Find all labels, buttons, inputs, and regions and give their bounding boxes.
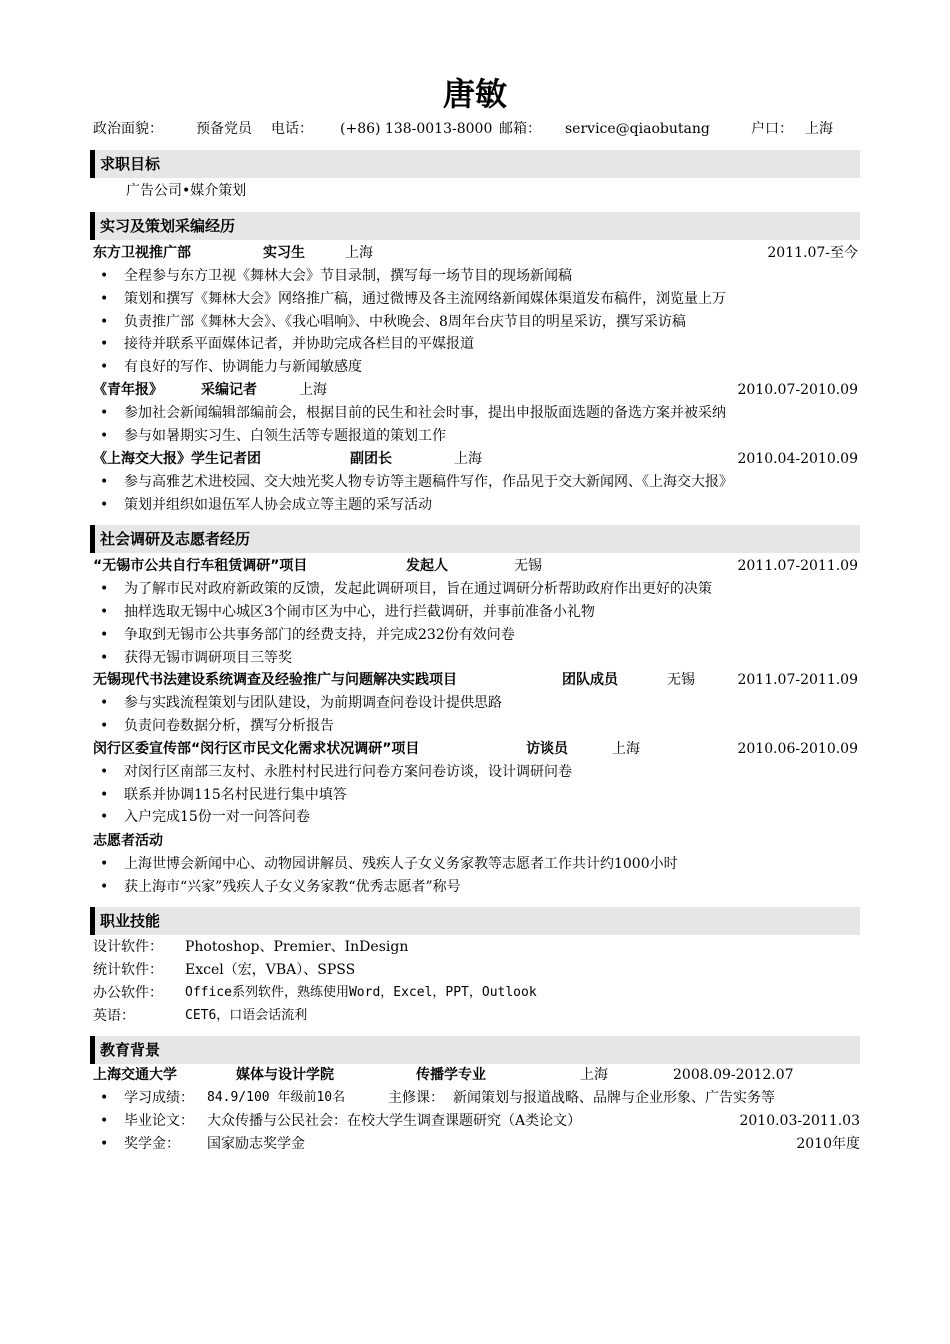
section-objective [90,150,860,178]
section-title: 教育背景 [100,1041,161,1059]
entry-place: 上海 [345,245,373,261]
entry-org: 《青年报》 [93,382,163,398]
list-item: • 获上海市“兴家”残疾人子女义务家教“优秀志愿者”称号 [100,876,860,898]
entry-date: 2010.07-2010.09 [737,382,858,398]
entry-role: 团队成员 [562,672,618,688]
list-item: • 入户完成15份一对一问答问卷 [100,806,860,828]
entry-role: 发起人 [406,558,448,574]
section-skills [90,907,860,935]
bullet-icon: • [100,764,109,780]
entry-header [93,379,860,401]
entry-header [93,555,860,577]
list-item: • 参加社会新闻编辑部编前会，根据目前的民生和社会时事，提出申报版面选题的备选方案并被采纳 [100,402,860,424]
section-education [90,1036,860,1064]
bullet-icon: • [100,856,109,872]
list-item [100,1133,860,1155]
education-date: 2008.09-2012.07 [673,1067,794,1083]
volunteer-header [93,830,860,852]
edu-extra-label: 主修课： [388,1090,444,1106]
bullet-icon: • [100,405,109,421]
skill-label: 英语： [93,1008,135,1024]
bullet-icon: • [100,1090,109,1106]
section-title: 求职目标 [100,155,161,173]
entry-org: 无锡现代书法建设系统调查及经验推广与问题解决实践项目 [93,672,457,688]
bullet-icon: • [100,604,109,620]
political-value: 预备党员 [196,121,252,137]
skill-value: Photoshop、Premier、InDesign [185,939,409,955]
list-item: • 抽样选取无锡中心城区3个闹市区为中心，进行拦截调研，并事前准备小礼物 [100,601,860,623]
edu-value: 国家励志奖学金 [207,1136,305,1152]
list-item [100,1110,860,1132]
entry-role: 采编记者 [201,382,257,398]
edu-extra-value: 新闻策划与报道战略、品牌与企业形象、广告实务等 [453,1090,775,1106]
entry-org: 东方卫视推广部 [93,245,191,261]
bullet-icon: • [100,474,109,490]
school-name: 上海交通大学 [93,1067,177,1083]
list-item: • 策划并组织如退伍军人协会成立等主题的采写活动 [100,494,860,516]
skill-value: Office系列软件，熟练使用Word，Excel，PPT，Outlook [185,985,537,1000]
list-item: • 策划和撰写《舞林大会》网络推广稿，通过微博及各主流网络新闻媒体渠道发布稿件，浏览量上万 [100,288,860,310]
bullet-icon: • [100,268,109,284]
bullet-icon: • [100,1113,109,1129]
bullet-icon: • [100,314,109,330]
bullet-icon: • [100,627,109,643]
edu-label: 毕业论文： [124,1113,194,1129]
list-item: • 参与高雅艺术进校园、交大烛光奖人物专访等主题稿件写作，作品见于交大新闻网、《上海交大报》 [100,471,860,493]
bullet-icon: • [100,1136,109,1152]
list-item: • 有良好的写作、协调能力与新闻敏感度 [100,356,860,378]
skill-value: Excel（宏，VBA）、SPSS [185,962,356,978]
entry-role: 副团长 [350,451,392,467]
entry-header [93,448,860,470]
list-item: • 参与如暑期实习生、白领生活等专题报道的策划工作 [100,425,860,447]
edu-date: 2010.03-2011.03 [739,1113,860,1129]
edu-value: 大众传播与公民社会：在校大学生调查课题研究（A类论文） [207,1113,582,1129]
bullet-icon: • [100,359,109,375]
resume-name: 唐敏 [442,75,507,113]
political-label: 政治面貌： [93,121,163,137]
entry-header [93,669,860,691]
list-item: • 全程参与东方卫视《舞林大会》节目录制，撰写每一场节目的现场新闻稿 [100,265,860,287]
bullet-icon: • [100,809,109,825]
section-title: 职业技能 [100,912,161,930]
section-title: 社会调研及志愿者经历 [100,530,251,548]
entry-role: 实习生 [263,245,305,261]
list-item [100,1087,860,1109]
entry-date: 2011.07-2011.09 [737,558,858,574]
entry-date: 2010.04-2010.09 [737,451,858,467]
entry-role: 访谈员 [526,741,568,757]
bullet-icon: • [100,879,109,895]
entry-header [93,738,860,760]
list-item: • 对闵行区南部三友村、永胜村村民进行问卷方案问卷访谈，设计调研问卷 [100,761,860,783]
entry-org: 闵行区委宣传部“闵行区市民文化需求状况调研”项目 [93,741,420,757]
bullet-icon: • [100,695,109,711]
list-item: • 负责推广部《舞林大会》、《我心唱响》、中秋晚会、8周年台庆节目的明星采访，撰写采访稿 [100,311,860,333]
section-internship [90,212,860,240]
entry-org: “无锡市公共自行车租赁调研”项目 [93,558,308,574]
objective-text: 广告公司•媒介策划 [126,183,247,199]
email-label: 邮箱： [499,121,541,137]
bullet-icon: • [100,497,109,513]
entry-date: 2011.07-2011.09 [737,672,858,688]
contact-line [0,118,950,140]
phone-value: (+86) 138-0013-8000 [340,121,493,137]
bullet-icon: • [100,650,109,666]
bullet-icon: • [100,581,109,597]
skill-value: CET6，口语会话流利 [185,1008,308,1023]
bullet-icon: • [100,336,109,352]
entry-place: 无锡 [514,558,542,574]
bullet-icon: • [100,428,109,444]
edu-label: 奖学金： [124,1136,180,1152]
section-title: 实习及策划采编经历 [100,217,236,235]
education-place: 上海 [580,1067,608,1083]
edu-label: 学习成绩： [124,1090,194,1106]
entry-place: 无锡 [667,672,695,688]
college-name: 媒体与设计学院 [236,1067,334,1083]
list-item: • 获得无锡市调研项目三等奖 [100,647,860,669]
entry-header [93,242,860,264]
edu-value: 84.9/100 年级前10名 [207,1090,346,1105]
list-item: • 接待并联系平面媒体记者，并协助完成各栏目的平媒报道 [100,333,860,355]
bullet-icon: • [100,787,109,803]
list-item: • 联系并协调115名村民进行集中填答 [100,784,860,806]
email-value: service@qiaobutang [565,121,710,137]
major-name: 传播学专业 [416,1067,486,1083]
volunteer-title: 志愿者活动 [93,833,163,849]
entry-place: 上海 [612,741,640,757]
entry-place: 上海 [299,382,327,398]
bullet-icon: • [100,291,109,307]
list-item: • 负责问卷数据分析，撰写分析报告 [100,715,860,737]
entry-date: 2010.06-2010.09 [737,741,858,757]
bullet-icon: • [100,718,109,734]
edu-date: 2010年度 [796,1136,860,1152]
list-item: • 上海世博会新闻中心、动物园讲解员、残疾人子女义务家教等志愿者工作共计约1000小时 [100,853,860,875]
section-social [90,525,860,553]
skill-label: 办公软件： [93,985,163,1001]
skill-label: 设计软件： [93,939,163,955]
entry-place: 上海 [454,451,482,467]
education-header [93,1064,860,1086]
entry-org: 《上海交大报》学生记者团 [93,451,261,467]
skill-label: 统计软件： [93,962,163,978]
list-item: • 为了解市民对政府新政策的反馈，发起此调研项目，旨在通过调研分析帮助政府作出更好的决策 [100,578,860,600]
list-item: • 争取到无锡市公共事务部门的经费支持，并完成232份有效问卷 [100,624,860,646]
entry-date: 2011.07-至今 [767,245,858,261]
phone-label: 电话： [271,121,313,137]
hukou-value: 上海 [805,121,833,137]
hukou-label: 户口： [751,121,793,137]
list-item: • 参与实践流程策划与团队建设，为前期调查问卷设计提供思路 [100,692,860,714]
